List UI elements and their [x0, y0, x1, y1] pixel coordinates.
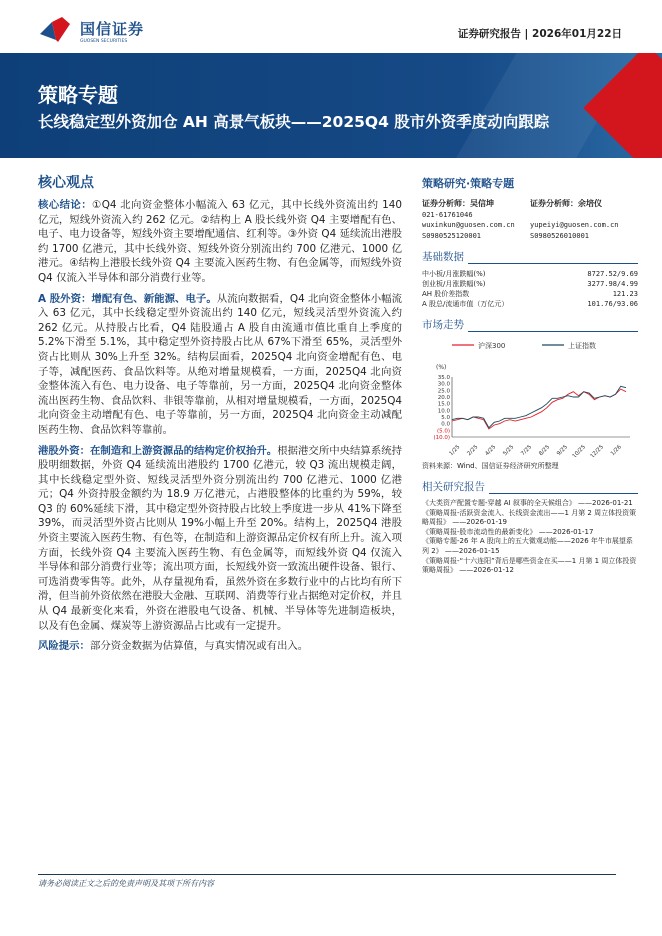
market-heading — [422, 317, 638, 332]
analyst-name: 证券分析师：余培仪 — [530, 199, 602, 208]
analyst-name: 证券分析师：吴信坤 — [422, 199, 494, 208]
paragraph-conclusion — [38, 198, 402, 286]
paragraph-risk — [38, 639, 402, 654]
analyst-email[interactable]: wuxinkun@guosen.com.cn — [422, 221, 515, 229]
analyst-1 — [422, 199, 530, 241]
data-value: 121.23 — [612, 290, 638, 298]
related-reports — [422, 499, 638, 576]
separator: | — [524, 28, 529, 40]
data-row — [422, 269, 638, 279]
x-tick-label: 12/25 — [589, 444, 605, 457]
sidebar — [422, 175, 638, 576]
sidebar-heading: 策略研究·策略专题 — [422, 177, 515, 190]
y-tick-label: 25.0 — [437, 388, 450, 395]
paragraph-key: 港股外资：在制造和上游资源品的结构定价权抬升。 — [38, 444, 278, 457]
basic-data-heading — [422, 249, 638, 264]
section-title: 市场走势 — [422, 319, 464, 331]
paragraph-text: 部分资金数据为估算值，与真实情况或有出入。 — [89, 640, 309, 653]
section-title: 相关研究报告 — [422, 481, 485, 493]
y-tick-label: 5.0 — [441, 415, 450, 421]
company-name: 国信证券 — [80, 20, 145, 38]
data-label: A 股总/流通市值（万亿元） — [422, 300, 509, 308]
core-views — [38, 172, 402, 660]
legend-label: 沪深300 — [478, 342, 506, 350]
data-value: 101.76/93.06 — [587, 300, 638, 308]
chart-source: 资料来源：Wind、国信证券经济研究所整理 — [422, 462, 559, 470]
x-tick-label: 1/25 — [448, 444, 462, 457]
logo-icon — [38, 16, 74, 46]
x-tick-label: 7/25 — [520, 444, 534, 457]
analyst-email[interactable]: yupeiyi@guosen.com.cn — [530, 221, 619, 229]
x-tick-label: 9/25 — [556, 444, 570, 457]
report-type: 证券研究报告 — [457, 28, 521, 40]
report-date: 2026年01月22日 — [532, 28, 622, 40]
analysts — [422, 199, 638, 241]
report-meta — [458, 26, 622, 41]
company-logo — [38, 16, 144, 46]
paragraph-text: 从流向数据看，Q4 北向资金整体小幅流入 63 亿元，其中长线稳定型外资流出约 140 亿元，短线灵活型外资流入约 262 亿元。从持股占比看，Q4 陆股通占 A 股自由流通市值比重自上季度的 5.2%下滑至 5.1%，其中稳定型外资持股占比从 67%下滑至 65%，灵活型外资占比则从 30%上升至 32%。结构层面看，2025Q4 北向资金增配有色、电子等，减配医药、食品饮料等。从绝对增量规模看，一方面，2025Q4 北向资金整体流入有色、电力设备、电子等靠前，另一方面，2025Q4 北向资金整体流出医药生物、食品饮料、非银等靠前，从相对增量规模看，一方面，2025Q4 北向资金主动增配有色、电子等靠前，另一方面，2025Q4 北向资金主动减配医药生物、食品饮料等靠前。 — [38, 292, 402, 436]
legend-label: 上证指数 — [568, 342, 596, 350]
series-line-上证指数 — [452, 386, 626, 427]
x-tick-label: 8/25 — [538, 444, 552, 457]
y-tick-label: 15.0 — [437, 401, 450, 408]
analyst-phone: 021-61761046 — [422, 210, 473, 219]
paragraph-a-share — [38, 292, 402, 438]
paragraph-key: A 股外资：增配有色、新能源、电子。 — [38, 292, 217, 305]
data-row — [422, 299, 638, 309]
paragraph-key: 风险提示： — [38, 640, 90, 653]
y-tick-label: (5.0) — [436, 428, 450, 435]
y-tick-label: (10.0) — [433, 435, 450, 441]
data-value: 8727.52/9.69 — [587, 270, 638, 278]
footer-disclaimer: 请务必阅读正文之后的免责声明及其项下所有内容 — [38, 874, 616, 889]
paragraph-text: ①Q4 北向资金整体小幅流入 63 亿元，其中长线外资流出约 140 亿元，短线外资流入约 262 亿元。②结构上 A 股长线外资 Q4 主要增配有色、电子、电力设备等，短线外资主要增配通信、红利等。③外资 Q4 延续流出港股约 1700 亿港元，其中长线外资、短线外资分别流出约 700 亿港元、1000 亿港元。④结构上港股长线外资 Q4 主要流入医药生物、有色金属等，而短线外资 Q4 仅流入半导体和部分消费行业等。 — [38, 199, 402, 284]
x-tick-label: 5/25 — [502, 444, 516, 457]
data-row — [422, 279, 638, 289]
title-banner — [0, 53, 662, 158]
paragraph-text: 根据港交所中央结算系统持股明细数据，外资 Q4 延续流出港股约 1700 亿港元，较 Q3 流出规模走阔，其中长线稳定型外资、短线灵活型外资分别流出约 700 亿港元、1000 亿港元；Q4 外资持股金额约为 18.9 万亿港元，占港股整体的比重约为 59%，较 Q3 的 60%延续下滑，其中稳定型外资持股占比较上季度进一步从 41%下降至 39%，而灵活型外资占比则从 19%小幅上升至 20%。结构上，2025Q4 港股外资主要流入医药生物、有色等，在制造和上游资源品定价权有所上升。流入项方面，长线外资 Q4 主要流入医药生物、有色金属等，而短线外资 Q4 仅流入半导体和部分消费行业等；流出项方面，长短线外资一致流出硬件设备、银行、可选消费零售等。此外，从存量视角看，虽然外资在多数行业中的占比均有所下滑，但当前外资依然在港股大金融、互联网、消费等行业占据绝对定价权，并且从 Q4 最新变化来看，外资在港股电气设备、机械、半导体等先进制造板块，以及有色金属、煤炭等上游资源品占比或有一定提升。 — [38, 444, 403, 632]
x-tick-label: 2/25 — [466, 444, 480, 457]
core-views-heading: 核心观点 — [38, 175, 94, 191]
related-report[interactable]: 《策略周报-“十六连阳”背后是哪些资金在买——1 月第 1 周立体投资策略周报》 ——2026-01-12 — [422, 556, 637, 575]
related-report[interactable]: 《策略专题-26 年 A 股向上的五大微观动能——2026 年牛市展望系列 2》 ——2026-01-15 — [422, 537, 633, 555]
report-title: 长线稳定型外资加仓 AH 高景气板块——2025Q4 股市外资季度动向跟踪 — [38, 113, 550, 131]
x-tick-label: 1/26 — [609, 444, 623, 457]
y-axis-label: (%) — [436, 364, 447, 371]
x-tick-label: 10/25 — [571, 444, 588, 457]
related-report[interactable]: 《策略周报-活跃资金流入、长线资金流出——1 月第 2 周立体投资策略周报》 ——2026-01-19 — [422, 508, 637, 527]
data-value: 3277.98/4.99 — [587, 280, 638, 288]
report-category: 策略专题 — [38, 83, 118, 107]
section-title: 基础数据 — [422, 251, 464, 263]
related-report[interactable]: 《大类资产配置专题-穿越 AI 叙事的全天候组合》 ——2026-01-21 — [422, 499, 633, 507]
data-label: AH 股价差指数 — [422, 290, 470, 298]
paragraph-hk-share — [38, 444, 402, 634]
analyst-cert: S0980525120001 — [422, 231, 482, 240]
data-label: 中小板/月涨跌幅(%) — [422, 270, 486, 278]
y-tick-label: 30.0 — [437, 381, 450, 388]
market-trend-chart — [422, 337, 638, 457]
analyst-2 — [530, 199, 638, 241]
related-report[interactable]: 《策略周报-股市流动性的最新变化》 ——2026-01-17 — [422, 527, 594, 536]
basic-data-table — [422, 269, 638, 309]
paragraph-key: 核心结论： — [38, 199, 92, 211]
x-tick-label: 4/25 — [484, 444, 498, 457]
analyst-cert: S0980526010001 — [530, 231, 590, 240]
company-name-en: GUOSEN SECURITIES — [80, 39, 128, 44]
y-tick-label: 20.0 — [437, 395, 450, 401]
y-tick-label: 10.0 — [437, 408, 450, 415]
related-heading — [422, 479, 638, 494]
data-label: 创业板/月涨跌幅(%) — [422, 280, 486, 288]
data-row — [422, 289, 638, 299]
y-tick-label: 0.0 — [441, 421, 450, 428]
y-tick-label: 35.0 — [437, 375, 450, 381]
